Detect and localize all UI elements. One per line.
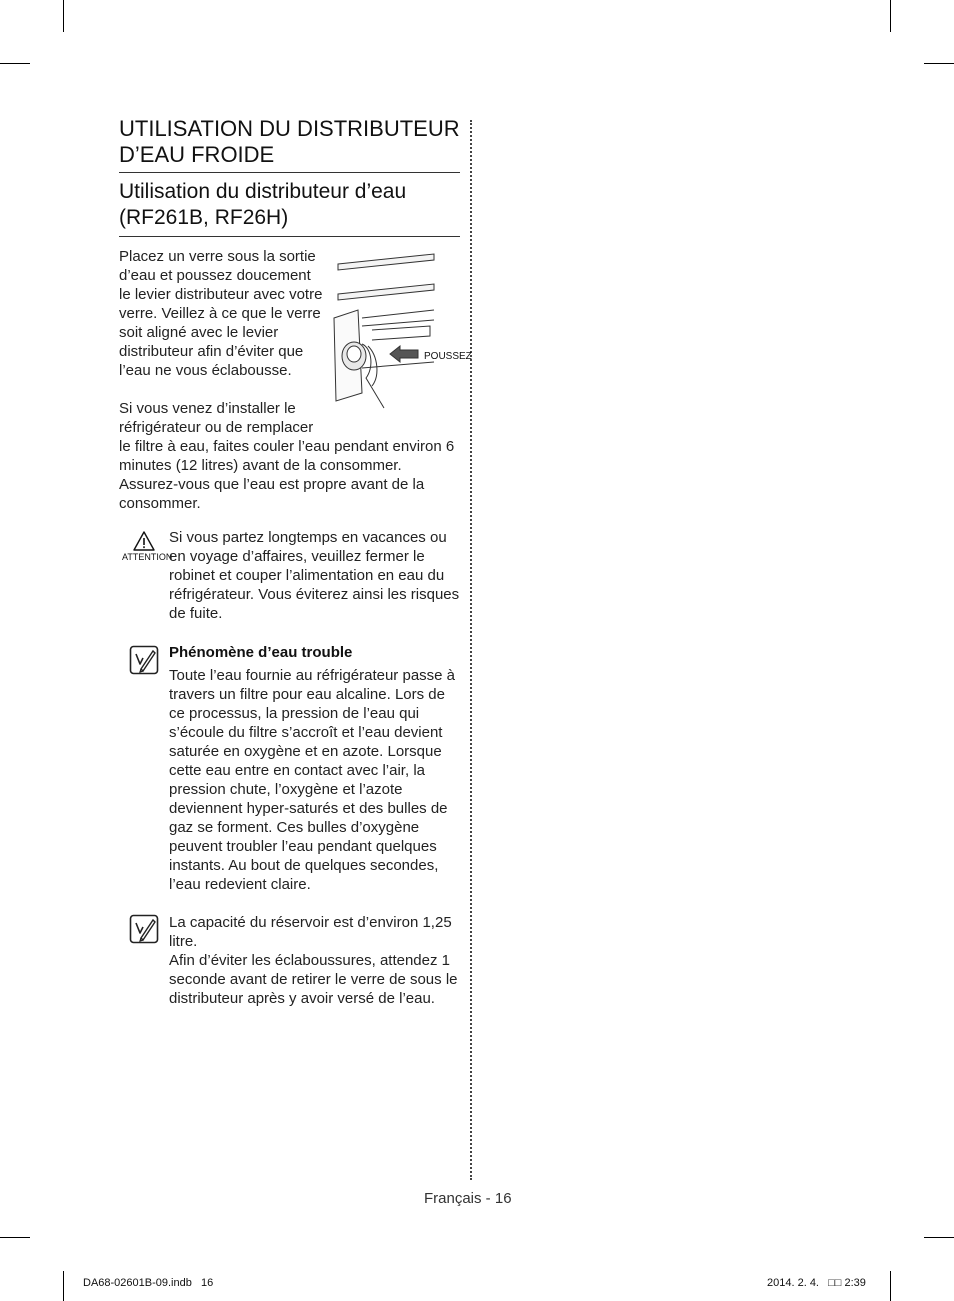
attention-text: Si vous partez longtemps en vacances ou en voyage d’affaires, veuillez fermer le robinet et couper l’alimentation en eau du réfrigérateur. Vous éviterez ainsi les risques de fuite. xyxy=(169,529,460,622)
push-label: POUSSEZ xyxy=(424,351,472,362)
section-subtitle-line2: (RF261B, RF26H) xyxy=(119,206,289,229)
attention-label: ATTENTION xyxy=(122,552,173,562)
subtitle-rule xyxy=(119,236,460,237)
title-rule xyxy=(119,172,460,173)
note-text: Toute l’eau fournie au réfrigérateur passe à travers un filtre pour eau alcaline. Lors de ce processus, la pression de l’eau qui s’écoule du filtre s’accroît et l’eau devient saturée en oxygène et en azote. Lorsque cette eau entre en contact avec l’air, la pression chute, l’oxygène et l’azote deviennent hyper-saturés et des bulles de gaz se forment. Ces bulles d’oxygène peuvent troubler l’eau pendant quelques instants. Au bout de quelques secondes, l’eau redevient claire. xyxy=(169,667,456,893)
footer-date: 2014. 2. 4. □□ 2:39 xyxy=(767,1277,866,1289)
column-divider xyxy=(470,120,472,1180)
section-subtitle-line1: Utilisation du distributeur d’eau xyxy=(119,180,407,203)
dispenser-illustration xyxy=(332,248,468,413)
section-title xyxy=(119,116,464,168)
filter-paragraph-rest: le filtre à eau, faites couler l’eau pendant environ 6 minutes (12 litres) avant de la consommer. Assurez-vous que l’eau est propre avant de la consommer. xyxy=(119,438,455,512)
section-subtitle xyxy=(119,179,464,231)
filter-paragraph-start: Si vous venez d’installer le réfrigérateur ou de remplacer xyxy=(119,400,314,436)
capacity-note-line2: Afin d’éviter les éclaboussures, attendez 1 seconde avant de retirer le verre de sous le distributeur après y avoir versé de l’eau. xyxy=(169,952,458,1007)
note-pencil-icon xyxy=(129,645,159,675)
page-number: Français - 16 xyxy=(424,1190,512,1207)
note-title: Phénomène d’eau trouble xyxy=(169,644,353,661)
note-pencil-icon xyxy=(129,914,159,944)
capacity-note-line1: La capacité du réservoir est d’environ 1,25 litre. xyxy=(169,914,452,950)
section-title-line1: UTILISATION DU DISTRIBUTEUR xyxy=(119,116,460,141)
footer-file: DA68-02601B-09.indb 16 xyxy=(83,1277,214,1289)
instruction-paragraph: Placez un verre sous la sortie d’eau et poussez doucement le levier distributeur avec votre verre. Veillez à ce que le verre soit aligné avec le levier distributeur afin d’éviter que l’eau ne vous éclabousse. xyxy=(119,248,323,379)
capacity-note xyxy=(169,913,461,1008)
section-title-line2: D’EAU FROIDE xyxy=(119,142,275,167)
